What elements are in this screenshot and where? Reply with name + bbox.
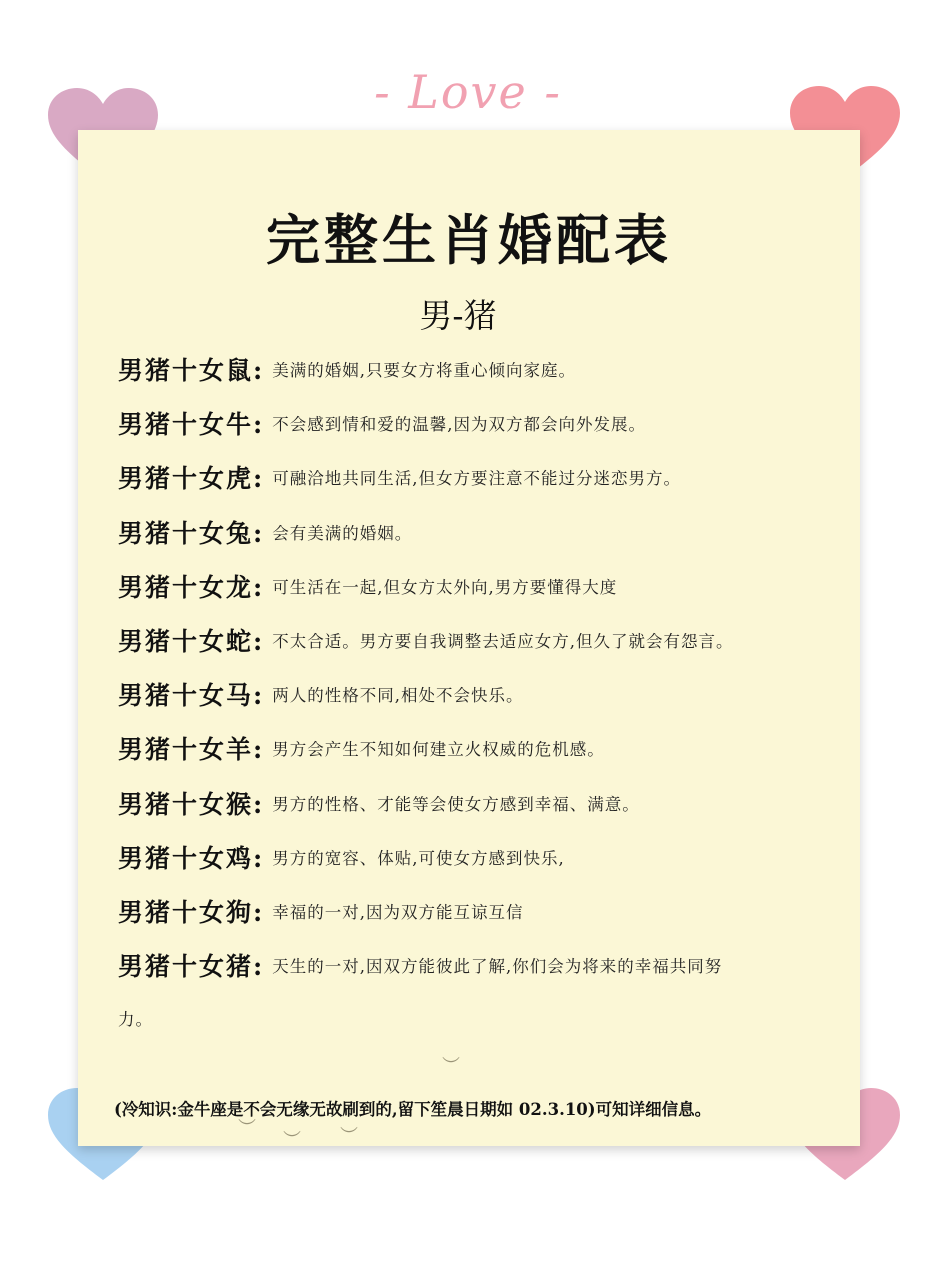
pairing-desc: 会有美满的婚姻。 [272,523,413,543]
pairing-desc: 幸福的一对,因为双方能互谅互信 [272,902,524,922]
pairing-label: 男猪十女虎: [118,464,265,494]
pairing-desc: 不会感到情和爱的温馨,因为双方都会向外发展。 [272,415,646,435]
pairing-desc: 美满的婚姻,只要女方将重心倾向家庭。 [272,361,576,381]
pairing-desc: 可生活在一起,但女方太外向,男方要懂得大度 [272,577,618,597]
page-title: 完整生肖婚配表 [266,208,672,272]
pairing-row-rat [118,342,838,396]
pairing-label: 男猪十女猴: [118,789,265,819]
bird-icon: ︶ [283,1130,301,1151]
pairing-label: 男猪十女狗: [118,897,265,927]
pairing-desc: 不太合适。男方要自我调整去适应女方,但久了就会有怨言。 [272,632,734,652]
pairing-row-dog [118,884,838,938]
pairing-row-rabbit [118,505,838,559]
page-subtitle: 男-猪 [419,296,497,335]
pairing-label: 男猪十女牛: [118,410,265,440]
bird-icon: ︶ [442,1056,460,1077]
footnote: (冷知识:金牛座是不会无缘无故刷到的,留下笙晨日期如 02.3.10)可知详细信息。 [114,1100,712,1119]
pairing-row-ox [118,396,838,450]
pairing-row-rooster [118,830,838,884]
pairing-row-tiger [118,450,838,504]
pairing-list [118,342,838,1038]
pairing-label: 男猪十女猪: [118,952,265,982]
pairing-label: 男猪十女鸡: [118,843,265,873]
pairing-row-dragon [118,559,838,613]
bird-icon: ︶ [238,1118,256,1139]
pairing-desc: 天生的一对,因双方能彼此了解,你们会为将来的幸福共同努 [272,957,723,977]
pairing-label: 男猪十女马: [118,681,265,711]
pairing-desc: 男方会产生不知如何建立火权威的危机感。 [272,740,605,760]
pairing-desc-continuation: 力。 [118,1010,153,1030]
paper-card [78,130,860,1151]
pairing-row-snake [118,613,838,667]
pairing-row-pig [118,938,838,992]
pairing-label: 男猪十女羊: [118,735,265,765]
pairing-desc: 男方的性格、才能等会使女方感到幸福、满意。 [272,794,640,814]
pairing-row-monkey [118,776,838,830]
pairing-label: 男猪十女蛇: [118,627,265,657]
pairing-desc: 两人的性格不同,相处不会快乐。 [272,686,524,706]
pairing-desc: 可融洽地共同生活,但女方要注意不能过分迷恋男方。 [272,469,681,489]
pairing-row-goat [118,721,838,775]
love-script: - Love - [374,65,562,119]
pairing-row-horse [118,667,838,721]
pairing-label: 男猪十女兔: [118,518,265,548]
pairing-label: 男猪十女鼠: [118,356,265,386]
pairing-desc: 男方的宽容、体贴,可使女方感到快乐, [272,848,565,868]
pairing-label: 男猪十女龙: [118,572,265,602]
bird-icon: ︶ [340,1126,358,1147]
